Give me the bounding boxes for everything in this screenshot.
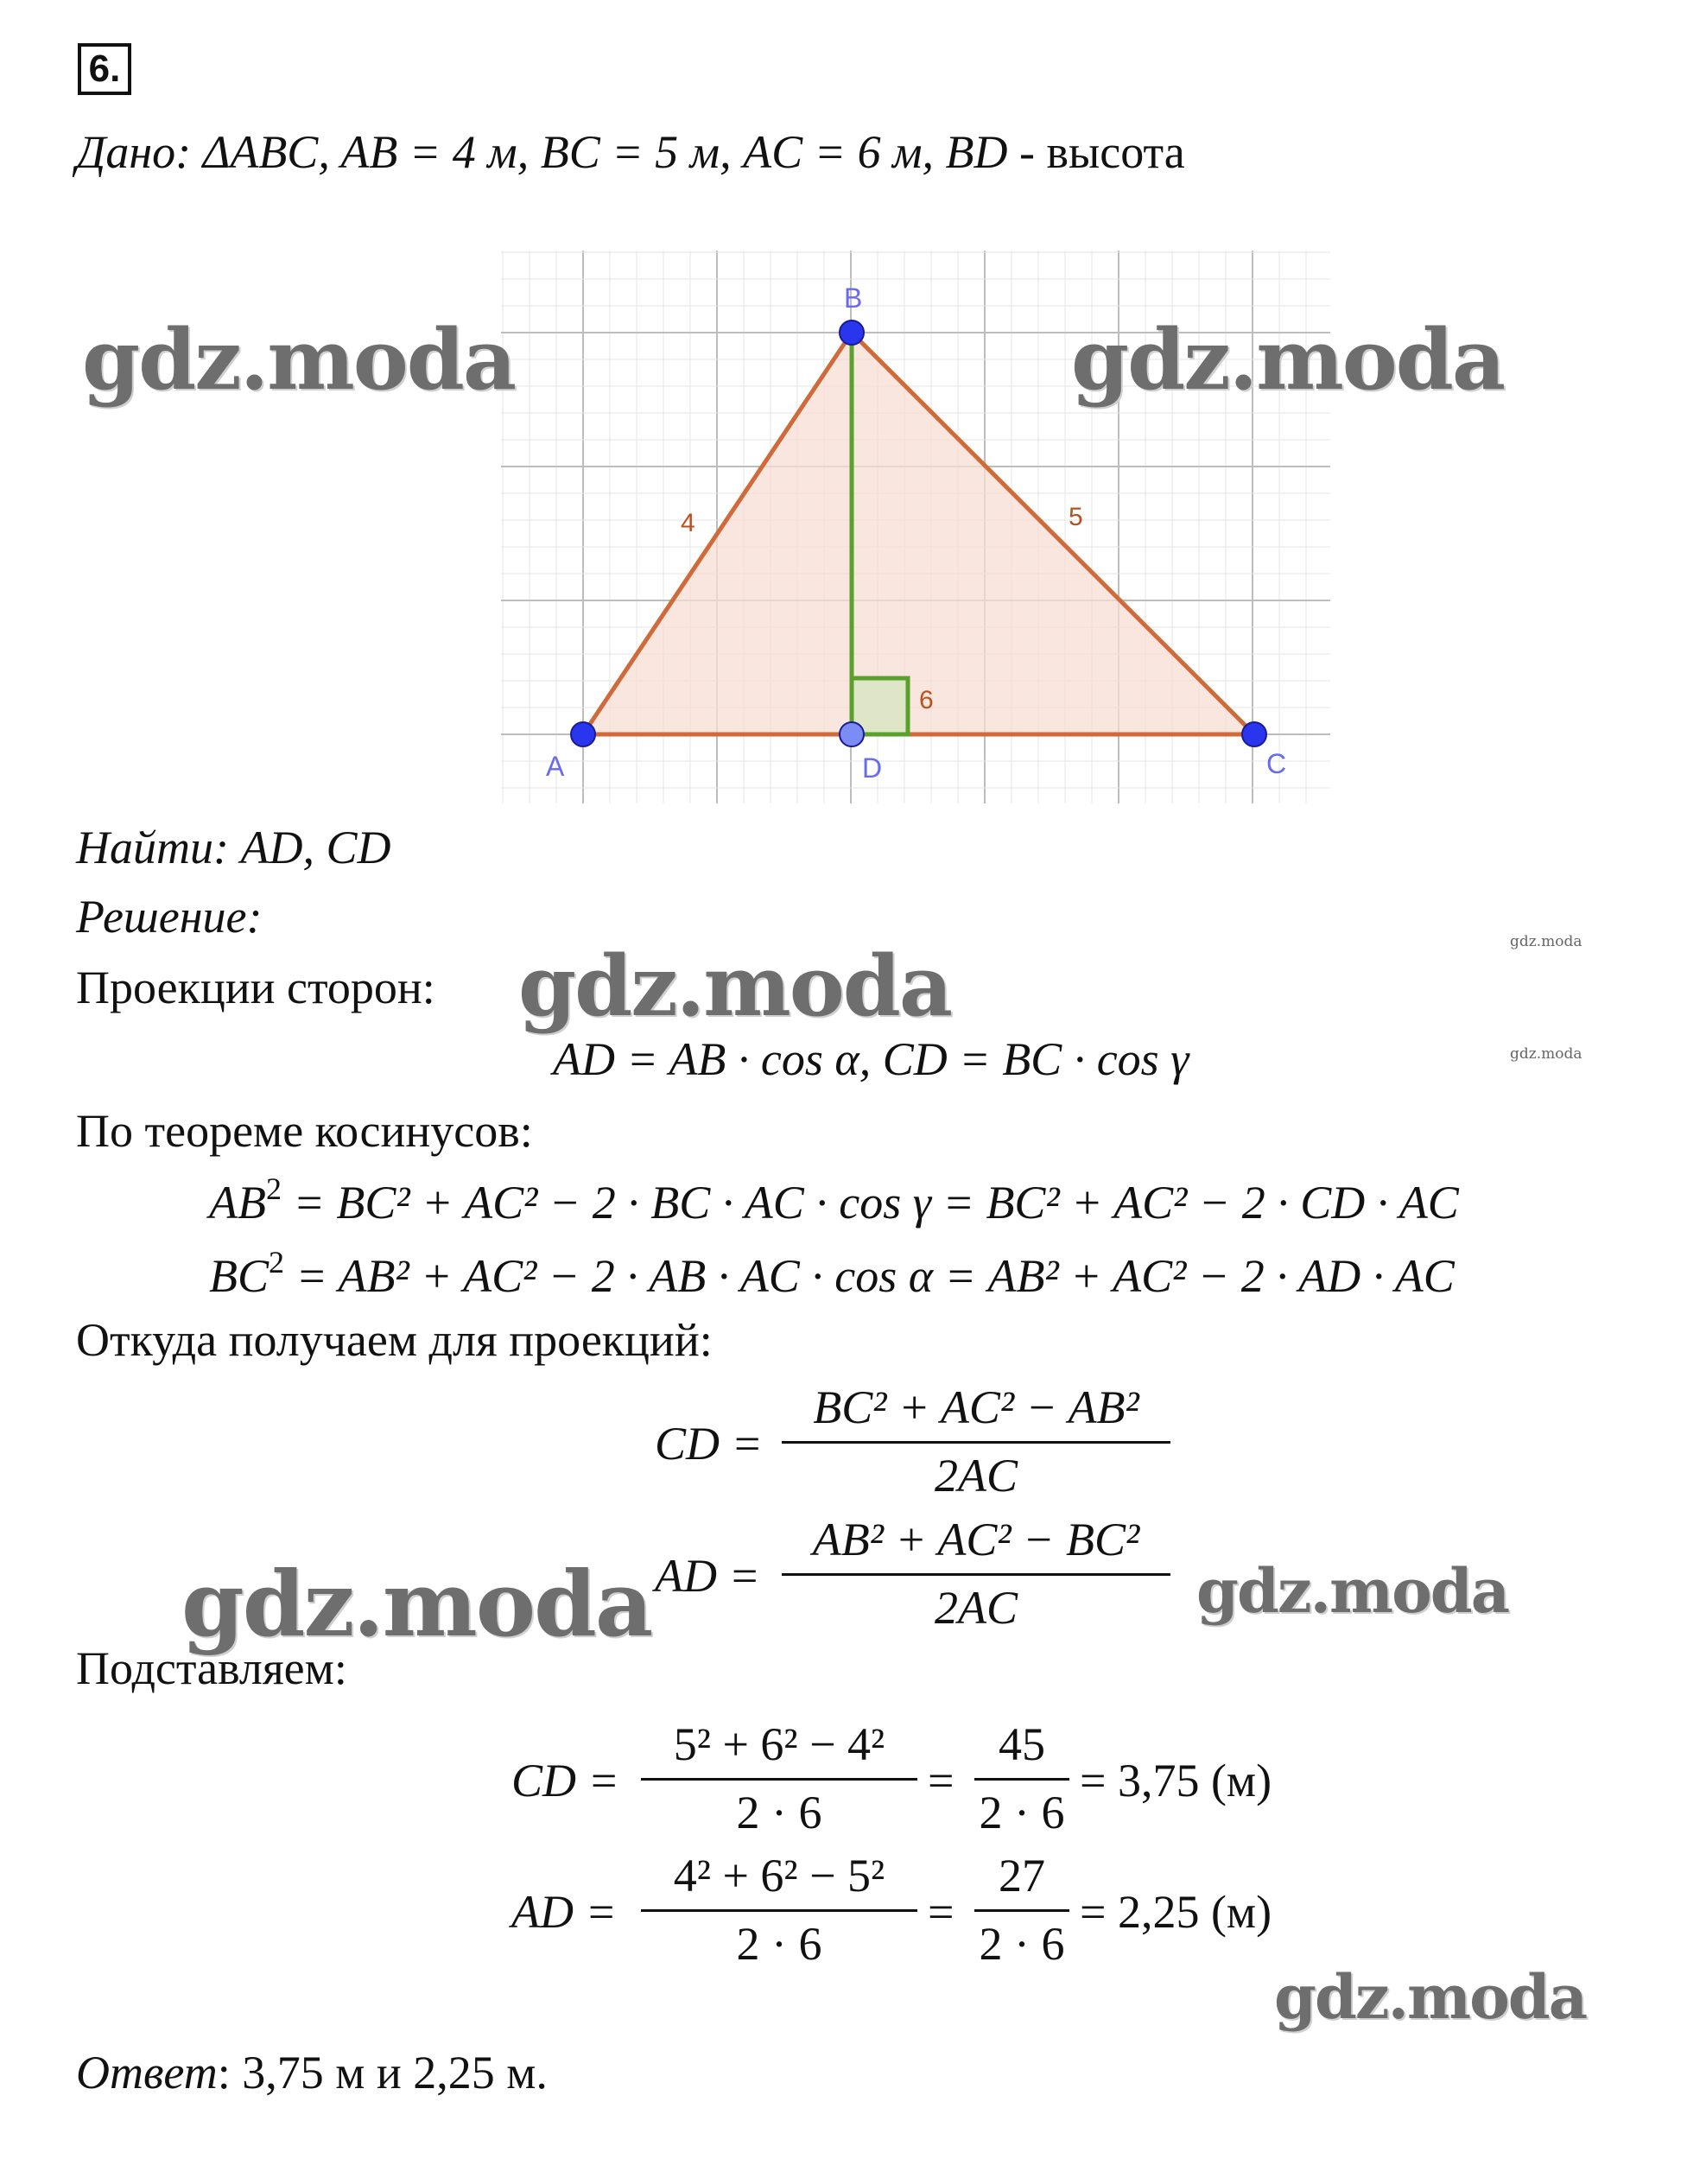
equals-sign: = — [928, 1755, 954, 1806]
point-a — [571, 722, 595, 746]
given-text: : ΔABC, AB = 4 м, BC = 5 м, AC = 6 м, BD — [175, 126, 1008, 178]
given-line — [76, 125, 1185, 179]
ad-formula-fraction — [782, 1513, 1170, 1635]
watermark: gdz.moda — [181, 1551, 652, 1657]
projections-label: Проекции сторон: — [76, 962, 435, 1013]
cd-formula-numerator: BC² + AC² − AB² — [813, 1381, 1139, 1433]
ad-formula-lhs: AD = — [655, 1550, 760, 1602]
cd-formula-fraction — [782, 1381, 1170, 1502]
answer-label: Ответ — [76, 2047, 218, 2098]
given-suffix: - высота — [1007, 126, 1185, 178]
watermark: gdz.moda — [1071, 311, 1505, 409]
given-label: Дано — [76, 126, 176, 178]
substitute-label: Подставляем: — [76, 1642, 347, 1694]
watermark-small: gdz.moda — [1510, 1045, 1582, 1063]
fraction-bar — [974, 1909, 1069, 1912]
eq1-rhs: = BC² + AC² − 2 · BC · AC · cos γ = BC² + AC² − 2 · CD · AC — [293, 1177, 1459, 1228]
watermark: gdz.moda — [1274, 1961, 1587, 2033]
cd-calc-den1: 2 · 6 — [736, 1787, 822, 1838]
side-label-ab: 4 — [681, 509, 695, 537]
point-c — [1242, 722, 1266, 746]
find-text: : AD, CD — [213, 822, 391, 873]
watermark: gdz.moda — [1196, 1555, 1509, 1627]
eq1-lhs: AB — [209, 1177, 266, 1228]
watermark-small: gdz.moda — [1510, 933, 1582, 950]
cd-calc-result: = 3,75 (м) — [1080, 1755, 1272, 1806]
side-label-bc: 5 — [1069, 503, 1083, 531]
ad-calc-lhs: AD = — [511, 1886, 617, 1938]
label-d: D — [862, 752, 883, 784]
problem-number: 6. — [78, 43, 131, 95]
find-label: Найти — [76, 822, 213, 873]
find-line — [76, 821, 390, 874]
eq2-rhs: = AB² + AC² − 2 · AB · AC · cos α = AB² + AC² − 2 · AD · AC — [295, 1250, 1455, 1302]
cd-calc-fraction-2 — [974, 1717, 1069, 1839]
ad-calc-num2: 27 — [999, 1850, 1045, 1901]
ad-formula-denominator: 2AC — [934, 1582, 1018, 1634]
cd-formula-denominator: 2AC — [934, 1450, 1018, 1502]
ad-calc-result: = 2,25 (м) — [1080, 1886, 1272, 1938]
label-c: C — [1266, 748, 1287, 779]
cd-calc-num2: 45 — [999, 1718, 1045, 1770]
point-b — [840, 321, 864, 345]
ad-calc-den1: 2 · 6 — [736, 1918, 822, 1970]
fraction-bar — [641, 1778, 917, 1781]
fraction-bar — [782, 1573, 1170, 1576]
equation-1: $AB^2 = BC^2 + AC^2 - 2$ · BC · AC · cos γ = BC² + AC² − 2 · CD · AC — [209, 1171, 1459, 1228]
equation-2: $BC^2 = AB^2 + AC^2 - 2$ · AB · AC · cos α = AB² + AC² − 2 · AD · AC — [209, 1245, 1455, 1302]
point-d — [840, 722, 864, 746]
answer-line — [76, 2046, 548, 2099]
watermark: gdz.moda — [518, 937, 952, 1035]
solution-label-text: Решение — [76, 891, 247, 943]
ad-calc-den2: 2 · 6 — [979, 1918, 1065, 1970]
label-a: A — [546, 751, 565, 782]
answer-text: : 3,75 м и 2,25 м. — [217, 2047, 548, 2098]
cd-calc-lhs: CD = — [511, 1755, 619, 1806]
watermark: gdz.moda — [82, 311, 516, 409]
cd-calc-num1: 5² + 6² − 4² — [673, 1718, 885, 1770]
cd-calc-fraction-1 — [641, 1717, 917, 1839]
eq2-lhs: BC — [209, 1250, 270, 1302]
label-b: B — [844, 283, 863, 314]
cd-calc-den2: 2 · 6 — [979, 1787, 1065, 1838]
ad-calc-num1: 4² + 6² − 5² — [673, 1850, 885, 1901]
ad-calc-fraction-2 — [974, 1849, 1069, 1971]
ad-formula-numerator: AB² + AC² − BC² — [812, 1514, 1140, 1565]
side-label-ac: 6 — [919, 686, 934, 714]
cosine-theorem-label: По теореме косинусов: — [76, 1105, 533, 1157]
solution-label: Решение: — [76, 891, 263, 943]
ad-calc-fraction-1 — [641, 1849, 917, 1971]
cd-formula-lhs: CD = — [655, 1418, 763, 1470]
whence-label: Откуда получаем для проекций: — [76, 1314, 713, 1366]
fraction-bar — [641, 1909, 917, 1912]
equals-sign: = — [928, 1886, 954, 1938]
projection-formula: AD = AB · cos α, CD = BC · cos γ — [553, 1033, 1189, 1085]
fraction-bar — [974, 1778, 1069, 1781]
fraction-bar — [782, 1441, 1170, 1444]
